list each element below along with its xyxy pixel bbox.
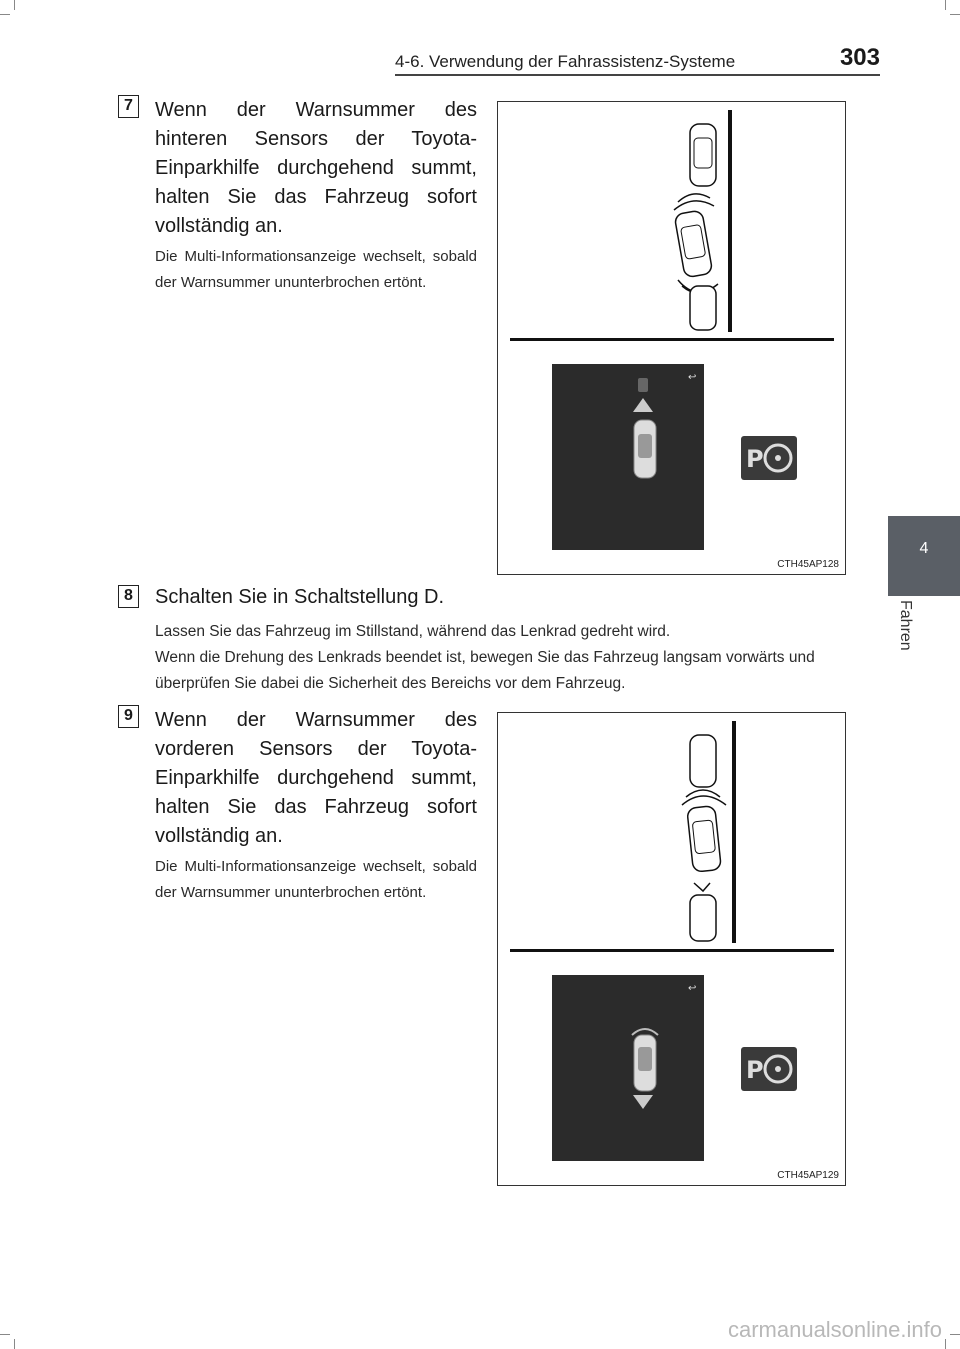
chapter-tab xyxy=(888,516,960,596)
indicator-letter-front: P xyxy=(746,1056,764,1084)
page-header xyxy=(395,44,880,74)
step-8-note-1: Lassen Sie das Fahrzeug im Stillstand, während das Lenkrad gedreht wird. xyxy=(155,623,671,640)
chapter-label xyxy=(896,600,920,670)
figure-code: CTH45AP128 xyxy=(777,559,839,570)
crop-mark xyxy=(950,14,960,15)
header-rule xyxy=(395,74,880,76)
parking-illustration-rear xyxy=(498,102,847,576)
svg-text:↩: ↩ xyxy=(688,372,697,383)
svg-text:↩: ↩ xyxy=(688,983,697,994)
step-8-text: Schalten Sie in Schaltstellung D. xyxy=(155,586,445,608)
crop-mark xyxy=(945,1339,946,1349)
indicator-letter-rear: P xyxy=(746,445,764,473)
watermark: carmanualsonline.info xyxy=(727,1317,942,1342)
crop-mark xyxy=(950,1334,960,1335)
chapter-number: 4 xyxy=(919,540,929,557)
crop-mark xyxy=(0,14,10,15)
crop-mark xyxy=(14,0,15,10)
section-title: 4-6. Verwendung der Fahrassistenz-Systeme xyxy=(395,52,736,71)
step-8-note-2: Wenn die Drehung des Lenkrads beendet ist, bewegen Sie das Fahrzeug langsam vorwärts und überprüfen Sie dabei die Sicherheit des Bereichs vor dem Fahrzeug. xyxy=(155,649,815,692)
parking-illustration-front xyxy=(498,713,847,1187)
page-number: 303 xyxy=(839,44,880,71)
step-number-8: 8 xyxy=(118,585,139,608)
step-7-text: Wenn der Warnsummer des hinteren Sensors der Toyota-Einparkhilfe durchgehend summt, halten Sie das Fahrzeug sofort vollständig an. xyxy=(155,99,477,237)
figure-front-sensor xyxy=(497,712,846,1186)
step-number-7: 7 xyxy=(118,95,139,118)
step-number-9: 9 xyxy=(118,705,139,728)
crop-mark xyxy=(0,1334,10,1335)
crop-mark xyxy=(14,1339,15,1349)
step-9-text: Wenn der Warnsummer des vorderen Sensors der Toyota-Einparkhilfe durchgehend summt, halten Sie das Fahrzeug sofort vollständig an. xyxy=(155,709,477,847)
step-9-note: Die Multi-Informationsanzeige wechselt, sobald der Warnsummer ununterbrochen ertönt. xyxy=(155,858,477,901)
figure-code: CTH45AP129 xyxy=(777,1170,839,1181)
step-7-note: Die Multi-Informationsanzeige wechselt, sobald der Warnsummer ununterbrochen ertönt. xyxy=(155,248,477,291)
chapter-label-text: Fahren xyxy=(897,600,914,651)
crop-mark xyxy=(945,0,946,10)
figure-rear-sensor xyxy=(497,101,846,575)
